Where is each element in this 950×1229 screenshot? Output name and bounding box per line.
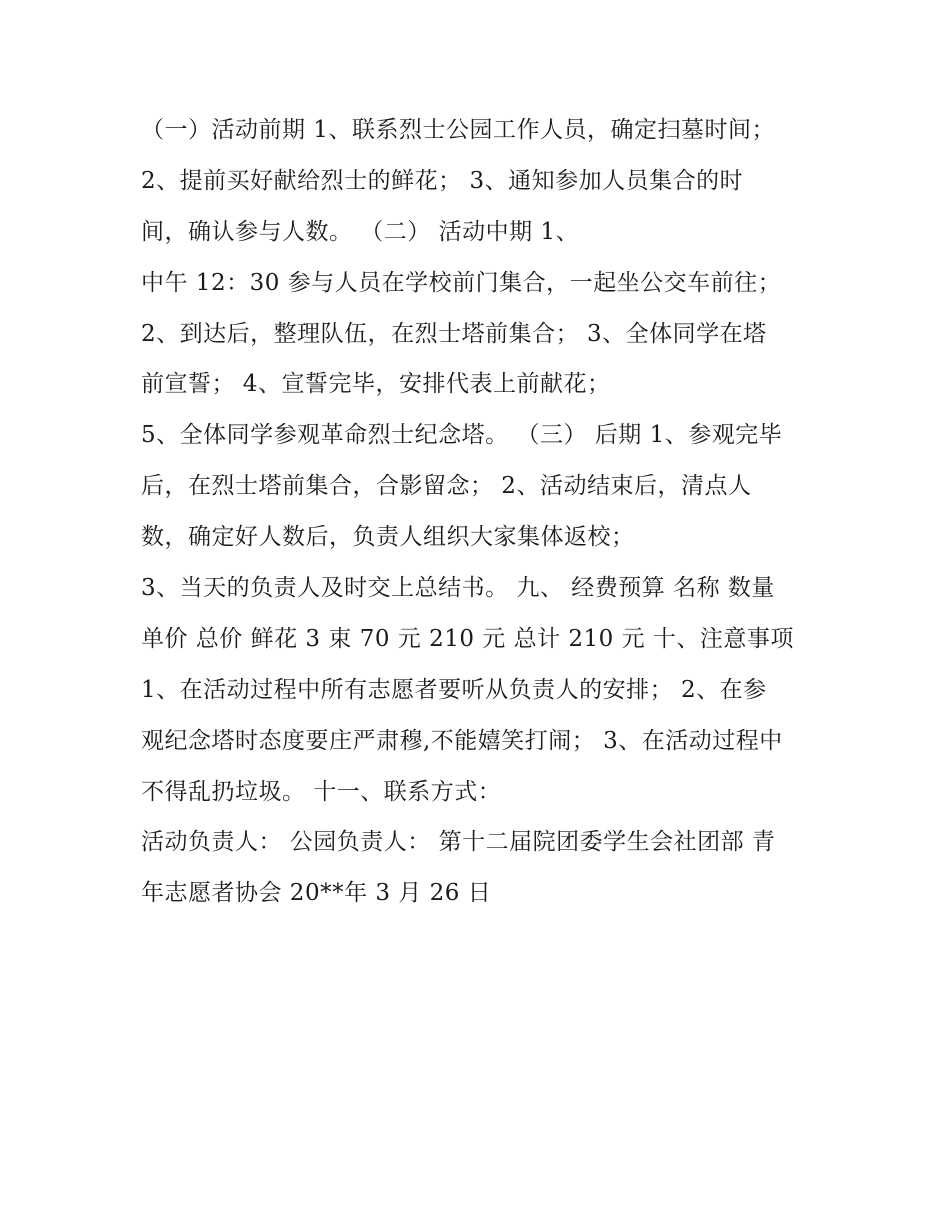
text-line: 1、在活动过程中所有志愿者要听从负责人的安排； 2、在参 [141,676,767,703]
text-line: 活动负责人： 公园负责人： 第十二届院团委学生会社团部 青 [141,829,776,856]
text-line: 观纪念塔时态度要庄严肃穆,不能嬉笑打闹； 3、在活动过程中 [141,727,783,754]
text-line: 2、到达后，整理队伍，在烈士塔前集合； 3、全体同学在塔 [141,320,767,347]
text-line: 5、全体同学参观革命烈士纪念塔。 （三） 后期 1、参观完毕 [141,422,783,449]
text-line: 2、提前买好献给烈士的鲜花； 3、通知参加人员集合的时 [141,167,744,194]
text-line: 3、当天的负责人及时交上总结书。 九、 经费预算 名称 数量 [141,575,775,602]
text-line: 不得乱扔垃圾。 十一、联系方式： [141,778,502,805]
text-line: 前宣誓； 4、宣誓完毕，安排代表上前献花； [141,371,611,398]
text-line: 后，在烈士塔前集合，合影留念； 2、活动结束后，清点人 [141,473,752,500]
text-line: 单价 总价 鲜花 3 束 70 元 210 元 总计 210 元 十、注意事项 [141,625,794,652]
text-line: 年志愿者协会 20**年 3 月 26 日 [141,880,492,907]
document-body [141,107,841,921]
text-line: （一）活动前期 1、联系烈士公园工作人员，确定扫墓时间； [141,117,775,143]
text-line: 间，确认参与人数。 （二） 活动中期 1、 [141,218,580,245]
text-line: 中午 12：30 参与人员在学校前门集合，一起坐公交车前往； [141,269,782,296]
text-line: 数，确定好人数后，负责人组织大家集体返校； [141,524,635,551]
